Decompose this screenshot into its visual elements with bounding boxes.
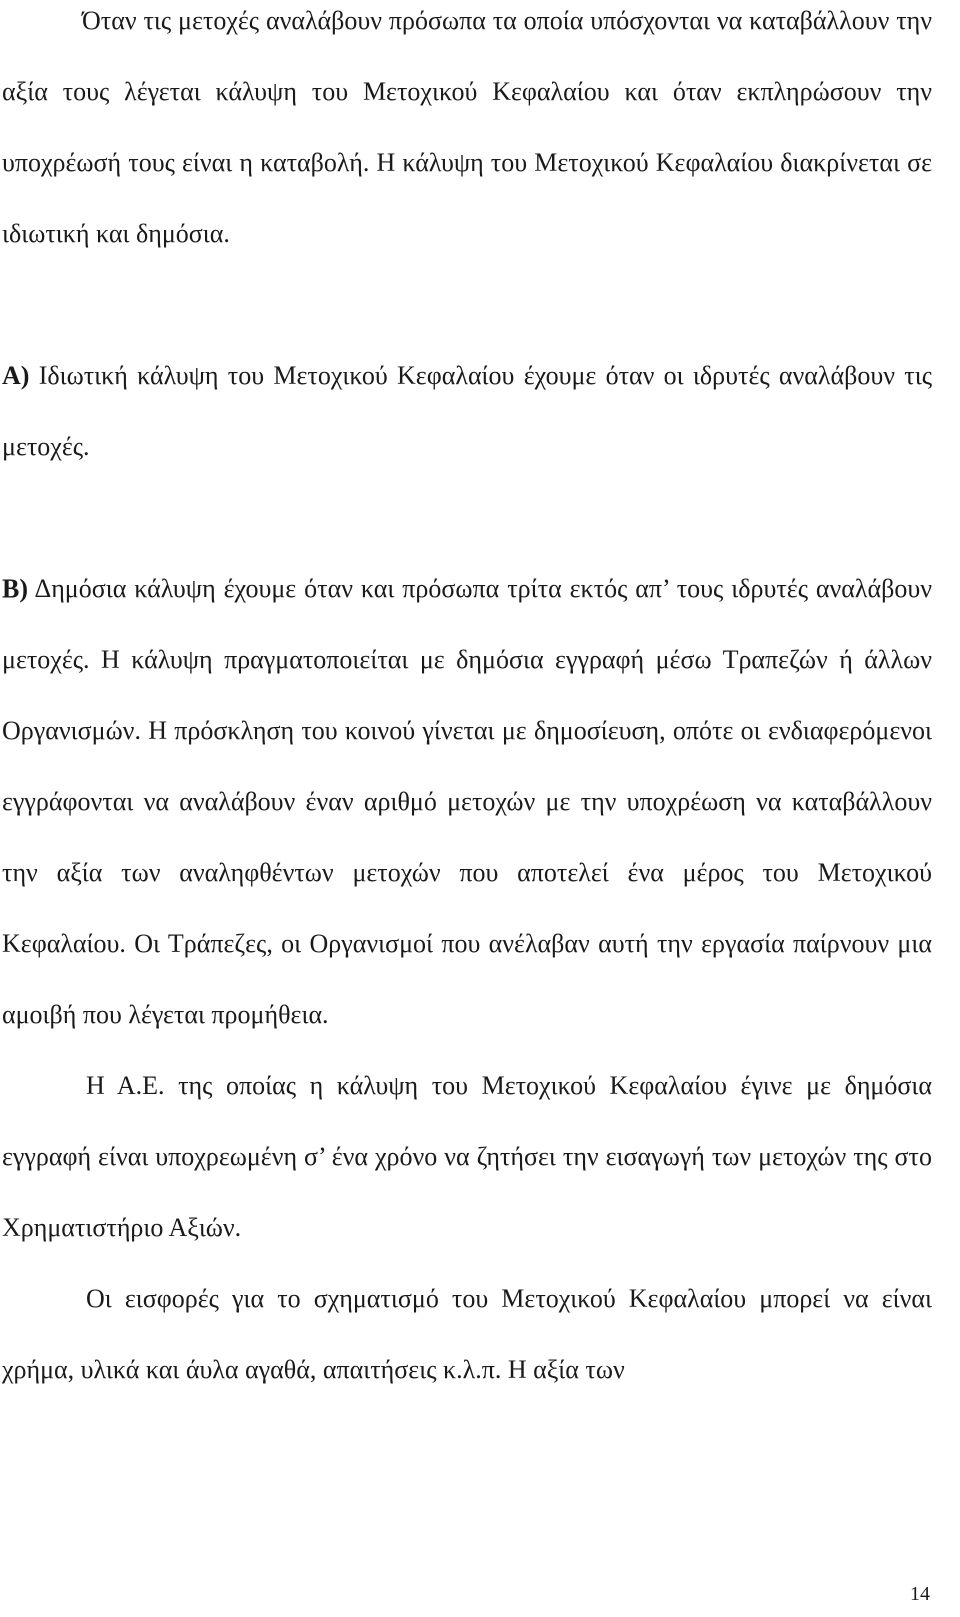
paragraph-share-coverage: Όταν τις μετοχές αναλάβουν πρόσωπα τα οποία υπόσχονται να καταβάλλουν την αξία τους λέγεται κάλυψη του Μετοχικού Κεφαλαίου και όταν εκπληρώσουν την υποχρέωσή τους είναι η καταβολή. Η κάλυψη του Μετοχικού Κεφαλαίου διακρίνεται σε ιδιωτική και δημόσια. xyxy=(2,6,932,248)
list-marker-b: Β) xyxy=(2,574,28,603)
paragraph-private-coverage-text: Ιδιωτική κάλυψη του Μετοχικού Κεφαλαίου έχουμε όταν οι ιδρυτές αναλάβουν τις μετοχές. xyxy=(2,361,932,461)
paragraph-contributions: Οι εισφορές για το σχηματισμό του Μετοχικού Κεφαλαίου μπορεί να είναι χρήμα, υλικά και άυλα αγαθά, απαιτήσεις κ.λ.π. Η αξία των xyxy=(2,1284,932,1384)
list-marker-a: Α) xyxy=(2,361,30,390)
paragraph-stock-exchange: Η Α.Ε. της οποίας η κάλυψη του Μετοχικού Κεφαλαίου έγινε με δημόσια εγγραφή είναι υποχρεωμένη σ’ ένα χρόνο να ζητήσει την εισαγωγή των μετοχών της στο Χρηματιστήριο Αξιών. xyxy=(2,1071,932,1242)
paragraph-public-coverage xyxy=(2,553,932,1050)
page-number: 14 xyxy=(910,1583,930,1605)
paragraph-private-coverage xyxy=(2,340,932,482)
paragraph-public-coverage-text: Δημόσια κάλυψη έχουμε όταν και πρόσωπα τρίτα εκτός απ’ τους ιδρυτές αναλάβουν μετοχές. Η κάλυψη πραγματοποιείται με δημόσια εγγραφή μέσω Τραπεζών ή άλλων Οργανισμών. Η πρόσκληση του κοινού γίνεται με δημοσίευση, οπότε οι ενδιαφερόμενοι εγγράφονται να αναλάβουν έναν αριθμό μετοχών με την υποχρέωση να καταβάλλουν την αξία των αναληφθέντων μετοχών που αποτελεί ένα μέρος του Μετοχικού Κεφαλαίου. Οι Τράπεζες, οι Οργανισμοί που ανέλαβαν αυτή την εργασία παίρνουν μια αμοιβή που λέγεται προμήθεια. xyxy=(2,574,932,1029)
